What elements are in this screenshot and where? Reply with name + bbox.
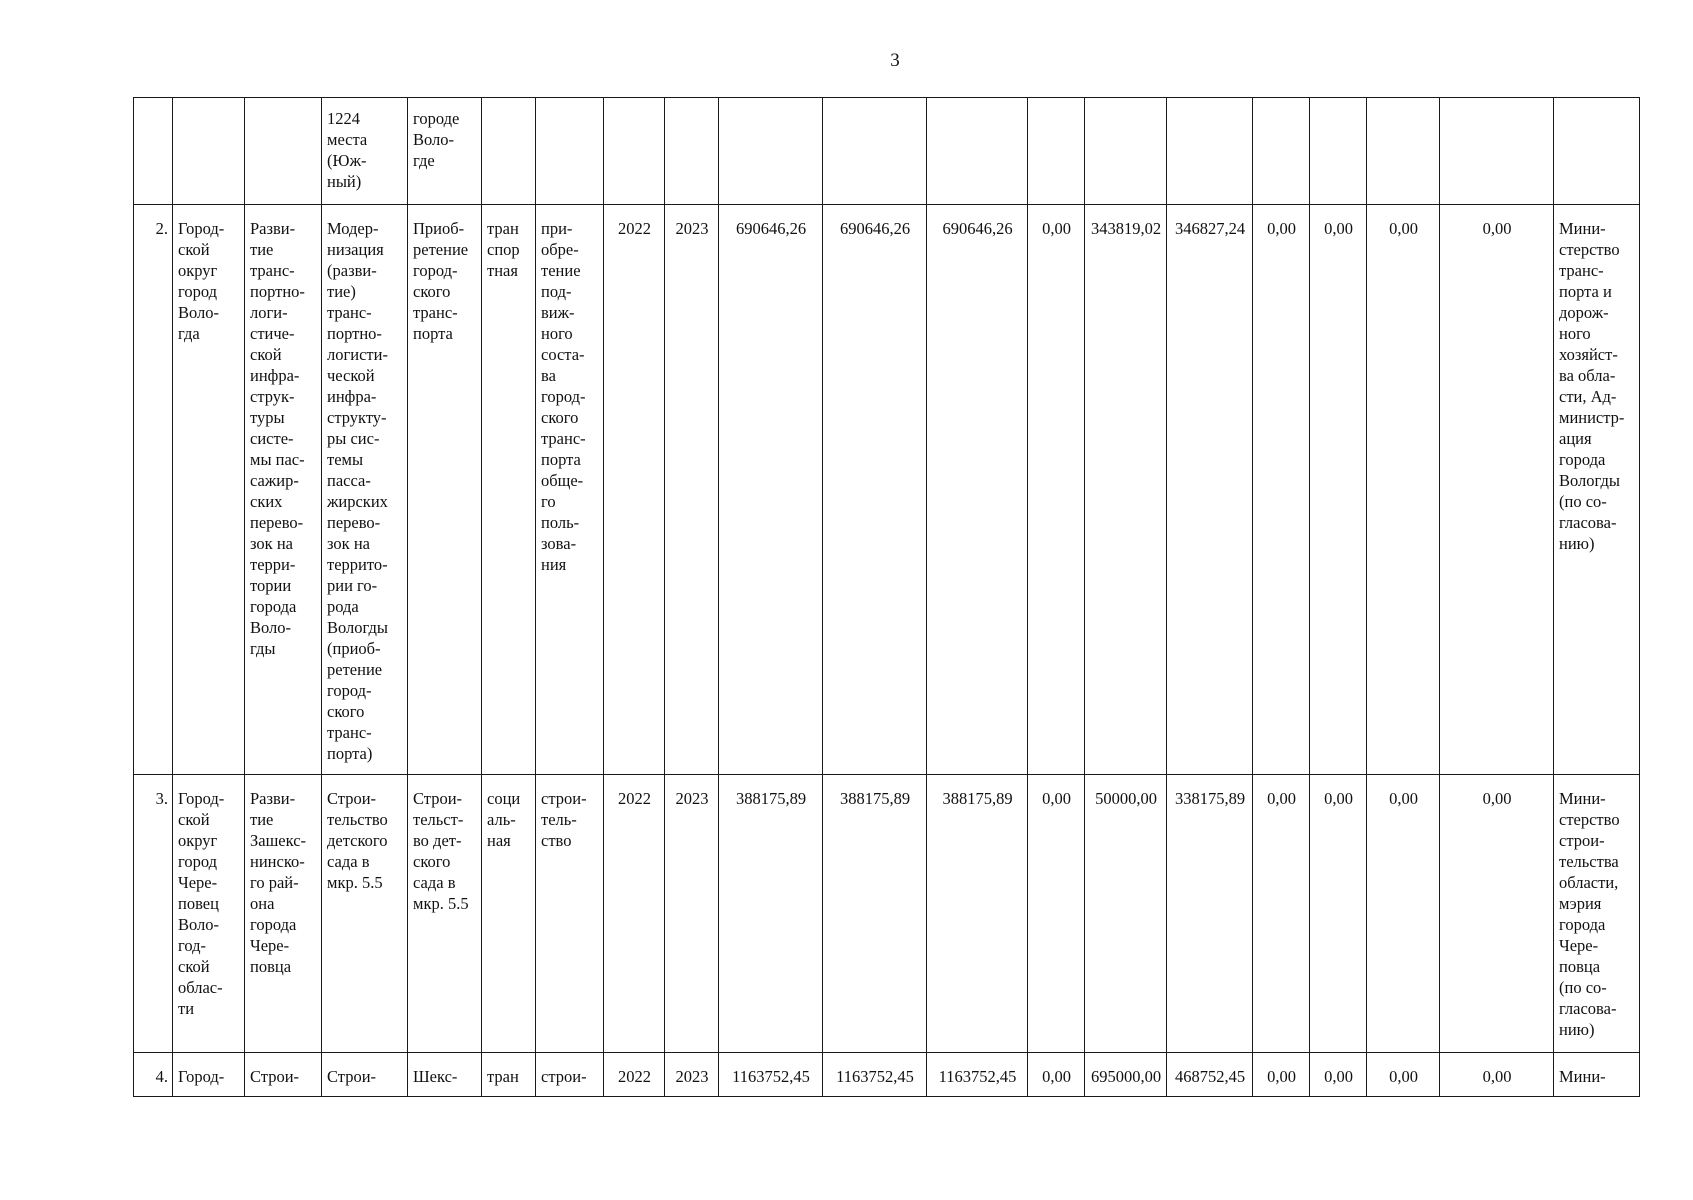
event-cell [322,205,408,775]
cell-text-line: (по со- [1559,978,1607,997]
cell-text-line: (разви- [327,261,377,280]
cell-text-line: Разви- [250,219,296,238]
cell-text-line: транс- [541,429,586,448]
sphere-cell [482,98,536,205]
responsible-cell [1554,775,1640,1053]
cell-text-line: спор [487,240,520,259]
responsible-cell [1554,98,1640,205]
start-year-cell: 2022 [604,775,665,1053]
cell-text-line: систе- [250,429,294,448]
cell-text-line: ный) [327,172,362,191]
cell-text-line: она [250,894,275,913]
amount-col-14-cell: 50000,00 [1085,775,1167,1053]
cell-text-line: Мини- [1559,219,1606,238]
cell-text-line: ретение [327,660,383,679]
cell-text-line: Зашекс- [250,831,307,850]
program-cell [245,205,322,775]
municipality-cell [173,1053,245,1097]
cell-text-line: тель- [541,810,577,829]
cell-text-line: Воло- [413,130,455,149]
cell-text-line: ва [541,366,556,385]
cell-text-line: Модер- [327,219,379,238]
amount-col-14-cell: 343819,02 [1085,205,1167,775]
cell-text-line: поль- [541,513,580,532]
row-number [134,98,173,205]
cell-text-line: при- [541,219,573,238]
amount-col-15-cell [1167,98,1253,205]
cell-text-line: жирских [327,492,388,511]
amount-col-18-cell: 0,00 [1367,775,1440,1053]
cell-text-line: соста- [541,345,585,364]
table-row [134,205,1640,775]
cell-text-line: сажир- [250,471,299,490]
cell-text-line: во дет- [413,831,462,850]
total-cost-cell: 690646,26 [719,205,823,775]
cell-text-line: под- [541,282,572,301]
cell-text-line: Строи- [327,1067,377,1086]
cell-text-line: Чере- [1559,936,1599,955]
work-type-cell [536,1053,604,1097]
cell-text-line: Строи- [327,789,377,808]
cell-text-line: инфра- [327,387,377,406]
amount-col-14-cell [1085,98,1167,205]
cell-text-line: строи- [541,789,587,808]
cell-text-line: Вологды [327,618,388,637]
cell-text-line: ческой [327,366,375,385]
cell-text-line: мкр. 5.5 [413,894,469,913]
cell-text-line: террито- [327,555,388,574]
cell-text-line: ского [327,702,365,721]
amount-col-18-cell [1367,98,1440,205]
cell-text-line: Воло- [178,915,220,934]
amount-col-16-cell: 0,00 [1253,775,1310,1053]
cell-text-line: Шекс- [413,1067,458,1086]
cell-text-line: гласова- [1559,999,1617,1018]
cell-text-line: нинско- [250,852,305,871]
cell-text-line: области, [1559,873,1619,892]
object-cell [408,98,482,205]
cell-text-line: Приоб- [413,219,465,238]
cell-text-line: Город- [178,219,225,238]
amount-col-18-cell: 0,00 [1367,205,1440,775]
cell-text-line: туры [250,408,285,427]
cell-text-line: дорож- [1559,303,1609,322]
total-cost-cell: 1163752,45 [719,1053,823,1097]
cell-text-line: зок на [250,534,293,553]
program-cell [245,1053,322,1097]
cell-text-line: Воло- [250,618,292,637]
cell-text-line: (приоб- [327,639,381,658]
cell-text-line: где [413,151,435,170]
cell-text-line: детского [327,831,388,850]
cell-text-line: город- [413,261,458,280]
amount-col-15-cell: 468752,45 [1167,1053,1253,1097]
amount-col-17-cell: 0,00 [1310,205,1367,775]
end-year-cell: 2023 [665,1053,719,1097]
cell-text-line: тельст- [413,810,464,829]
responsible-cell [1554,205,1640,775]
cell-text-line: министр- [1559,408,1625,427]
cell-text-line: ти [178,999,195,1018]
total-amount-cell [823,98,927,205]
cell-text-line: ского [541,408,579,427]
cell-text-line: сада в [413,873,456,892]
event-cell [322,98,408,205]
cell-text-line: обре- [541,240,579,259]
cell-text-line: повца [1559,957,1601,976]
budget-amount-cell: 690646,26 [927,205,1028,775]
cell-text-line: тие [250,240,274,259]
cell-text-line: тие) [327,282,356,301]
cell-text-line: портно- [250,282,305,301]
cell-text-line: транс- [327,303,372,322]
budget-amount-cell [927,98,1028,205]
cell-text-line: ской [250,345,282,364]
amount-col-16-cell [1253,98,1310,205]
cell-text-line: Мини- [1559,1067,1606,1086]
object-cell [408,775,482,1053]
total-amount-cell: 388175,89 [823,775,927,1053]
amount-col-19-cell: 0,00 [1440,1053,1554,1097]
program-cell [245,775,322,1053]
total-amount-cell: 1163752,45 [823,1053,927,1097]
table-row [134,98,1640,205]
cell-text-line: города [250,597,297,616]
amount-col-16-cell: 0,00 [1253,205,1310,775]
cell-text-line: ской [178,957,210,976]
cell-text-line: Вологды [1559,471,1620,490]
cell-text-line: (Юж- [327,151,367,170]
cell-text-line: струк- [250,387,295,406]
cell-text-line: города [1559,450,1606,469]
object-cell [408,1053,482,1097]
budget-amount-cell: 1163752,45 [927,1053,1028,1097]
cell-text-line: 1224 [327,109,360,128]
table-row [134,775,1640,1053]
cell-text-line: сада в [327,852,370,871]
cell-text-line: Город- [178,1067,225,1086]
cell-text-line: тельство [327,810,388,829]
cell-text-line: низация [327,240,384,259]
cell-text-line: ация [1559,429,1592,448]
cell-text-line: ских [250,492,283,511]
cell-text-line: тран [487,219,519,238]
cell-text-line: округ [178,831,218,850]
budget-amount-cell: 388175,89 [927,775,1028,1053]
cell-text-line: тная [487,261,518,280]
cell-text-line: инфра- [250,366,300,385]
total-cost-cell [719,98,823,205]
start-year-cell: 2022 [604,205,665,775]
cell-text-line: тельства [1559,852,1619,871]
cell-text-line: городе [413,109,460,128]
cell-text-line: зок на [327,534,370,553]
cell-text-line: ры сис- [327,429,380,448]
amount-col-18-cell: 0,00 [1367,1053,1440,1097]
cell-text-line: транс- [413,303,458,322]
work-type-cell [536,775,604,1053]
cell-text-line: город- [327,681,372,700]
cell-text-line: город [178,282,218,301]
row-number: 4. [134,1053,173,1097]
start-year-cell [604,98,665,205]
cell-text-line: города [250,915,297,934]
cell-text-line: виж- [541,303,575,322]
cell-text-line: стиче- [250,324,295,343]
cell-text-line: ского [413,282,451,301]
municipality-cell [173,775,245,1053]
amount-col-19-cell: 0,00 [1440,775,1554,1053]
cell-text-line: Чере- [178,873,218,892]
cell-text-line: логи- [250,303,288,322]
cell-text-line: аль- [487,810,516,829]
cell-text-line: строи- [541,1067,587,1086]
row-number: 3. [134,775,173,1053]
amount-col-13-cell: 0,00 [1028,1053,1085,1097]
cell-text-line: транс- [327,723,372,742]
cell-text-line: Строи- [250,1067,300,1086]
event-cell [322,775,408,1053]
cell-text-line: год- [178,936,207,955]
cell-text-line: ского [413,852,451,871]
municipality-cell [173,98,245,205]
amount-col-19-cell: 0,00 [1440,205,1554,775]
cell-text-line: транс- [1559,261,1604,280]
cell-text-line: порта) [327,744,373,763]
work-type-cell [536,205,604,775]
cell-text-line: ва обла- [1559,366,1616,385]
cell-text-line: темы [327,450,364,469]
cell-text-line: порта [413,324,453,343]
cell-text-line: гласова- [1559,513,1617,532]
cell-text-line: ской [178,240,210,259]
cell-text-line: рии го- [327,576,378,595]
cell-text-line: места [327,130,368,149]
cell-text-line: ного [1559,324,1591,343]
cell-text-line: сти, Ад- [1559,387,1617,406]
total-amount-cell: 690646,26 [823,205,927,775]
table-row [134,1053,1640,1097]
cell-text-line: ретение [413,240,469,259]
amount-col-17-cell: 0,00 [1310,1053,1367,1097]
cell-text-line: нию) [1559,1020,1595,1039]
cell-text-line: терри- [250,555,296,574]
cell-text-line: порта [541,450,581,469]
cell-text-line: округ [178,261,218,280]
cell-text-line: нию) [1559,534,1595,553]
cell-text-line: порта и [1559,282,1612,301]
cell-text-line: структу- [327,408,387,427]
cell-text-line: город [178,852,218,871]
amount-col-16-cell: 0,00 [1253,1053,1310,1097]
cell-text-line: пасса- [327,471,371,490]
cell-text-line: ской [178,810,210,829]
amount-col-13-cell: 0,00 [1028,205,1085,775]
end-year-cell: 2023 [665,205,719,775]
amount-col-14-cell: 695000,00 [1085,1053,1167,1097]
cell-text-line: ного [541,324,573,343]
investment-projects-table [133,97,1640,1097]
municipality-cell [173,205,245,775]
page-number: 3 [890,50,900,71]
cell-text-line: перево- [250,513,304,532]
cell-text-line: гда [178,324,200,343]
amount-col-13-cell [1028,98,1085,205]
cell-text-line: (по со- [1559,492,1607,511]
amount-col-19-cell [1440,98,1554,205]
cell-text-line: тение [541,261,581,280]
object-cell [408,205,482,775]
cell-text-line: го [541,492,556,511]
cell-text-line: Чере- [250,936,290,955]
cell-text-line: Мини- [1559,789,1606,808]
cell-text-line: повец [178,894,219,913]
cell-text-line: зова- [541,534,577,553]
sphere-cell [482,775,536,1053]
work-type-cell [536,98,604,205]
amount-col-15-cell: 338175,89 [1167,775,1253,1053]
amount-col-15-cell: 346827,24 [1167,205,1253,775]
row-number: 2. [134,205,173,775]
cell-text-line: Воло- [178,303,220,322]
cell-text-line: гды [250,639,276,658]
cell-text-line: соци [487,789,521,808]
cell-text-line: ство [541,831,572,850]
cell-text-line: обще- [541,471,584,490]
cell-text-line: ния [541,555,567,574]
cell-text-line: рода [327,597,359,616]
cell-text-line: логисти- [327,345,388,364]
cell-text-line: повца [250,957,292,976]
cell-text-line: стерство [1559,810,1620,829]
sphere-cell [482,205,536,775]
cell-text-line: строи- [1559,831,1605,850]
cell-text-line: мкр. 5.5 [327,873,383,892]
cell-text-line: Строи- [413,789,463,808]
cell-text-line: город- [541,387,586,406]
cell-text-line: хозяйст- [1559,345,1618,364]
cell-text-line: тран [487,1067,519,1086]
cell-text-line: мы пас- [250,450,305,469]
cell-text-line: тории [250,576,292,595]
cell-text-line: транс- [250,261,295,280]
end-year-cell: 2023 [665,775,719,1053]
cell-text-line: Город- [178,789,225,808]
start-year-cell: 2022 [604,1053,665,1097]
cell-text-line: города [1559,915,1606,934]
event-cell [322,1053,408,1097]
cell-text-line: ная [487,831,511,850]
amount-col-17-cell [1310,98,1367,205]
cell-text-line: перево- [327,513,381,532]
responsible-cell [1554,1053,1640,1097]
cell-text-line: стерство [1559,240,1620,259]
cell-text-line: портно- [327,324,382,343]
cell-text-line: тие [250,810,274,829]
cell-text-line: Разви- [250,789,296,808]
program-cell [245,98,322,205]
amount-col-17-cell: 0,00 [1310,775,1367,1053]
cell-text-line: го рай- [250,873,299,892]
cell-text-line: облас- [178,978,223,997]
amount-col-13-cell: 0,00 [1028,775,1085,1053]
sphere-cell [482,1053,536,1097]
cell-text-line: мэрия [1559,894,1602,913]
end-year-cell [665,98,719,205]
total-cost-cell: 388175,89 [719,775,823,1053]
